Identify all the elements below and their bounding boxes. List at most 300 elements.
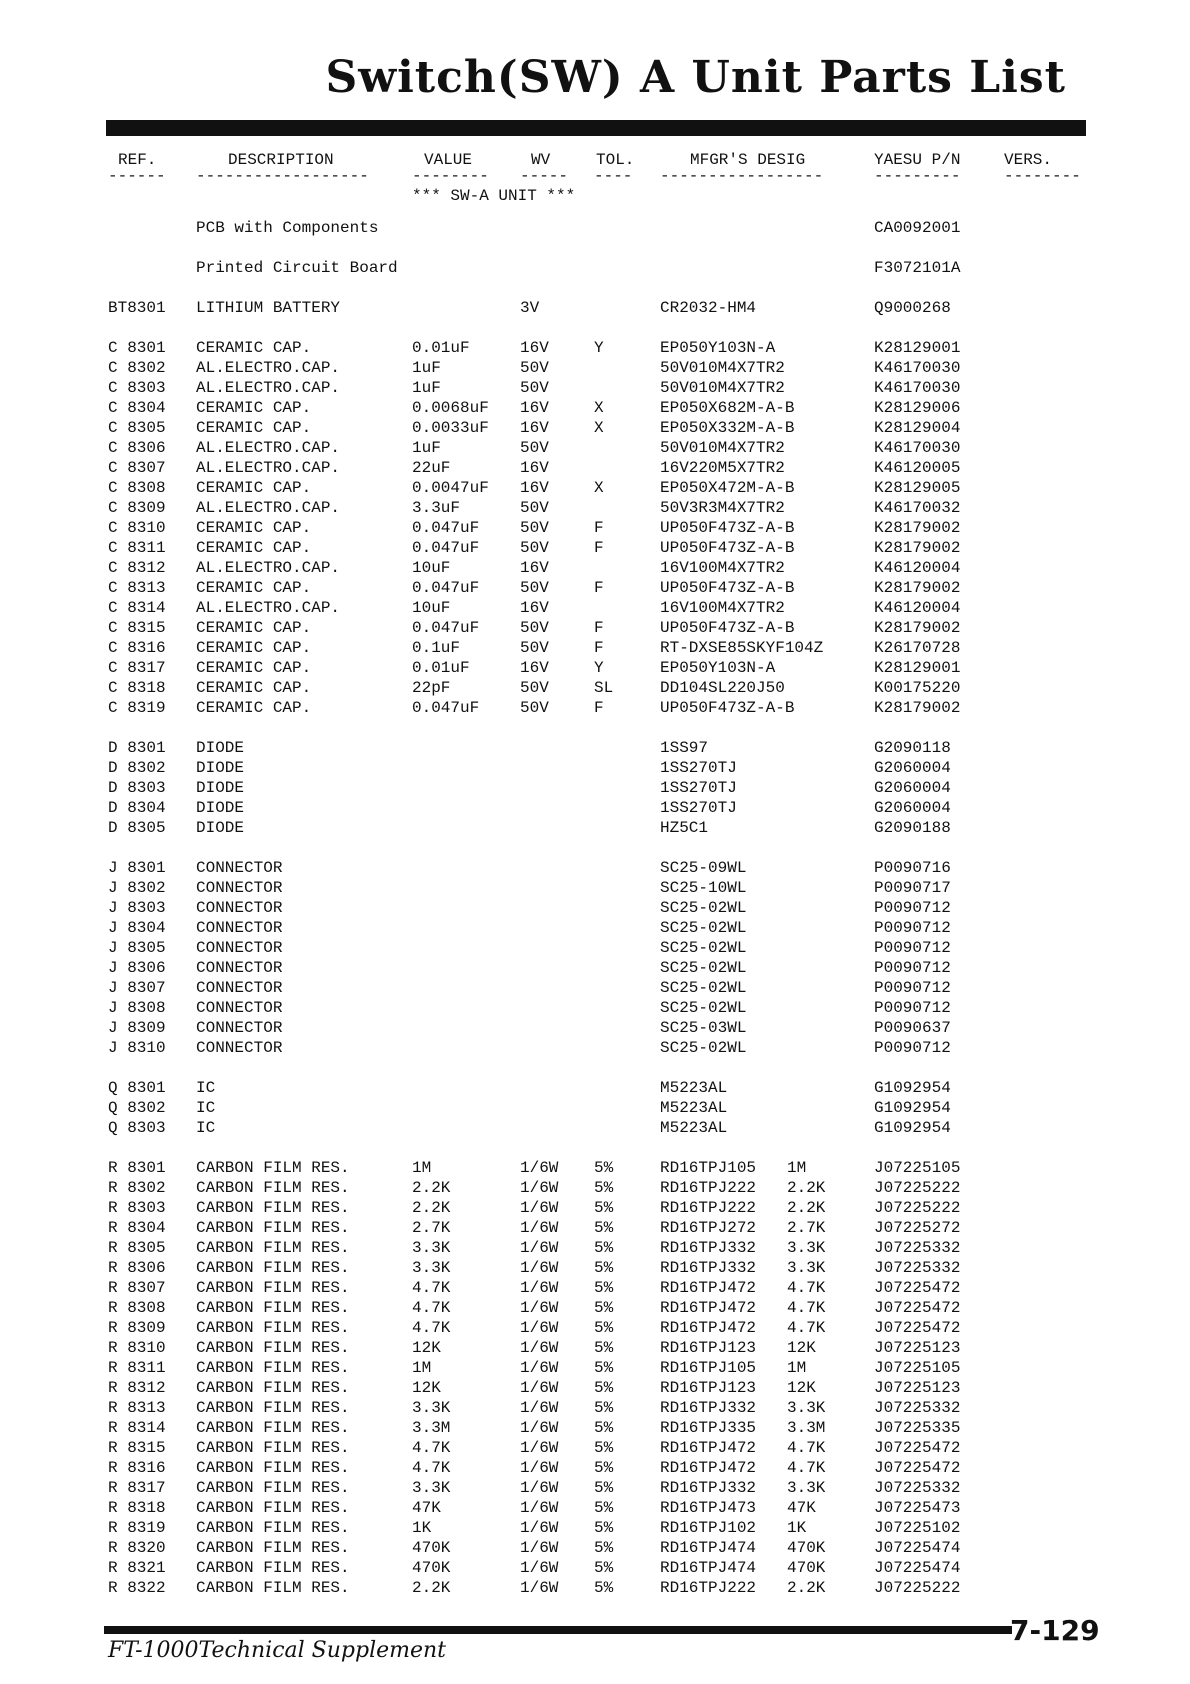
unit-banner: *** SW-A UNIT *** (412, 187, 576, 205)
header-description: DESCRIPTION (228, 151, 334, 169)
part-mfgr-desig: RD16TPJ102 (660, 1519, 757, 1537)
part-yaesu-pn: K46120004 (874, 599, 961, 617)
part-tol: 5% (594, 1299, 614, 1317)
part-mfgr-value: 4.7K (787, 1299, 826, 1317)
part-wv: 1/6W (520, 1279, 559, 1297)
part-mfgr-desig: 1SS97 (660, 739, 709, 757)
header-ref: REF. (118, 151, 157, 169)
part-mfgr-desig: RD16TPJ105 (660, 1159, 757, 1177)
part-ref: Q 8303 (108, 1119, 166, 1137)
part-ref: R 8308 (108, 1299, 166, 1317)
part-yaesu-pn: J07225472 (874, 1299, 961, 1317)
table-row (0, 1498, 1190, 1518)
part-mfgr-desig: M5223AL (660, 1079, 728, 1097)
part-value: 4.7K (412, 1279, 451, 1297)
part-mfgr-desig: RD16TPJ272 (660, 1219, 757, 1237)
part-ref: J 8309 (108, 1019, 166, 1037)
part-tol: 5% (594, 1199, 614, 1217)
part-value: 0.01uF (412, 659, 470, 677)
part-mfgr-desig: RD16TPJ105 (660, 1359, 757, 1377)
table-row (0, 218, 1190, 238)
part-yaesu-pn: G2060004 (874, 799, 951, 817)
part-wv: 16V (520, 659, 549, 677)
part-tol: 5% (594, 1579, 614, 1597)
part-tol: X (594, 399, 604, 417)
part-tol: F (594, 619, 604, 637)
part-yaesu-pn: J07225272 (874, 1219, 961, 1237)
part-tol: 5% (594, 1319, 614, 1337)
part-wv: 3V (520, 299, 540, 317)
part-yaesu-pn: P0090712 (874, 939, 951, 957)
part-mfgr-desig: 50V3R3M4X7TR2 (660, 499, 785, 517)
part-tol: 5% (594, 1559, 614, 1577)
part-description: CARBON FILM RES. (196, 1279, 350, 1297)
part-yaesu-pn: P0090712 (874, 1039, 951, 1057)
part-description: CERAMIC CAP. (196, 479, 312, 497)
part-yaesu-pn: K28129004 (874, 419, 961, 437)
part-description: IC (196, 1079, 216, 1097)
part-mfgr-desig: SC25-09WL (660, 859, 747, 877)
header-mfgr-desig: MFGR'S DESIG (690, 151, 806, 169)
part-mfgr-desig: UP050F473Z-A-B (660, 619, 795, 637)
part-description: AL.ELECTRO.CAP. (196, 599, 341, 617)
header-yaesu-pn: YAESU P/N (874, 151, 961, 169)
part-mfgr-desig: RD16TPJ473 (660, 1499, 757, 1517)
part-yaesu-pn: P0090712 (874, 959, 951, 977)
part-tol: F (594, 579, 604, 597)
part-wv: 50V (520, 619, 549, 637)
part-yaesu-pn: J07225335 (874, 1419, 961, 1437)
part-mfgr-value: 470K (787, 1539, 826, 1557)
part-description: CERAMIC CAP. (196, 679, 312, 697)
table-row (0, 1118, 1190, 1138)
table-row (0, 1258, 1190, 1278)
part-mfgr-desig: EP050X332M-A-B (660, 419, 795, 437)
table-row (0, 898, 1190, 918)
part-wv: 1/6W (520, 1379, 559, 1397)
part-tol: Y (594, 339, 604, 357)
part-wv: 16V (520, 599, 549, 617)
part-yaesu-pn: P0090712 (874, 899, 951, 917)
part-mfgr-desig: SC25-02WL (660, 1039, 747, 1057)
part-description: CONNECTOR (196, 1019, 283, 1037)
part-yaesu-pn: J07225332 (874, 1239, 961, 1257)
table-row (0, 698, 1190, 718)
part-tol: 5% (594, 1399, 614, 1417)
part-mfgr-value: 2.2K (787, 1179, 826, 1197)
table-row (0, 1518, 1190, 1538)
part-wv: 50V (520, 359, 549, 377)
part-wv: 1/6W (520, 1259, 559, 1277)
part-yaesu-pn: K26170728 (874, 639, 961, 657)
part-mfgr-desig: SC25-02WL (660, 919, 747, 937)
dash-mfgr: ----------------- (660, 167, 824, 185)
part-mfgr-value: 12K (787, 1339, 816, 1357)
part-ref: C 8305 (108, 419, 166, 437)
part-yaesu-pn: J07225472 (874, 1439, 961, 1457)
part-value: 0.1uF (412, 639, 461, 657)
table-row (0, 1398, 1190, 1418)
part-wv: 50V (520, 499, 549, 517)
header-tol: TOL. (596, 151, 635, 169)
part-description: CERAMIC CAP. (196, 579, 312, 597)
table-row (0, 1358, 1190, 1378)
part-mfgr-value: 3.3K (787, 1259, 826, 1277)
part-ref: BT8301 (108, 299, 166, 317)
footer-page-number: 7-129 (1010, 1614, 1100, 1647)
table-row (0, 418, 1190, 438)
part-yaesu-pn: P0090712 (874, 979, 951, 997)
part-yaesu-pn: J07225105 (874, 1159, 961, 1177)
part-mfgr-desig: 1SS270TJ (660, 799, 737, 817)
part-ref: R 8307 (108, 1279, 166, 1297)
part-mfgr-desig: RD16TPJ472 (660, 1439, 757, 1457)
part-mfgr-value: 1M (787, 1159, 807, 1177)
part-mfgr-value: 1M (787, 1359, 807, 1377)
part-description: AL.ELECTRO.CAP. (196, 379, 341, 397)
part-mfgr-value: 2.2K (787, 1579, 826, 1597)
part-wv: 1/6W (520, 1519, 559, 1537)
part-ref: R 8305 (108, 1239, 166, 1257)
part-yaesu-pn: G1092954 (874, 1079, 951, 1097)
part-mfgr-desig: 1SS270TJ (660, 759, 737, 777)
part-yaesu-pn: K46170030 (874, 359, 961, 377)
part-wv: 1/6W (520, 1299, 559, 1317)
part-value: 12K (412, 1339, 441, 1357)
table-row (0, 858, 1190, 878)
table-row (0, 1078, 1190, 1098)
part-mfgr-desig: RD16TPJ332 (660, 1479, 757, 1497)
table-row (0, 1178, 1190, 1198)
part-yaesu-pn: K28179002 (874, 519, 961, 537)
part-mfgr-desig: RD16TPJ332 (660, 1239, 757, 1257)
part-wv: 50V (520, 539, 549, 557)
part-description: AL.ELECTRO.CAP. (196, 439, 341, 457)
part-mfgr-desig: SC25-02WL (660, 899, 747, 917)
table-row (0, 1278, 1190, 1298)
part-ref: J 8310 (108, 1039, 166, 1057)
part-description: CERAMIC CAP. (196, 619, 312, 637)
part-mfgr-value: 1K (787, 1519, 807, 1537)
table-row (0, 938, 1190, 958)
part-value: 0.047uF (412, 699, 480, 717)
title-rule (106, 120, 1086, 136)
part-mfgr-desig: SC25-02WL (660, 959, 747, 977)
part-description: CERAMIC CAP. (196, 419, 312, 437)
part-ref: C 8302 (108, 359, 166, 377)
part-mfgr-desig: M5223AL (660, 1099, 728, 1117)
part-ref: J 8306 (108, 959, 166, 977)
part-wv: 16V (520, 339, 549, 357)
part-yaesu-pn: J07225102 (874, 1519, 961, 1537)
table-row (0, 1158, 1190, 1178)
table-row (0, 798, 1190, 818)
part-ref: R 8301 (108, 1159, 166, 1177)
part-yaesu-pn: P0090716 (874, 859, 951, 877)
part-value: 12K (412, 1379, 441, 1397)
part-tol: 5% (594, 1279, 614, 1297)
part-description: CARBON FILM RES. (196, 1239, 350, 1257)
part-ref: R 8312 (108, 1379, 166, 1397)
table-row (0, 398, 1190, 418)
table-row (0, 578, 1190, 598)
part-tol: X (594, 419, 604, 437)
part-value: 1M (412, 1159, 432, 1177)
part-yaesu-pn: K46170030 (874, 439, 961, 457)
part-ref: C 8306 (108, 439, 166, 457)
part-yaesu-pn: J07225222 (874, 1579, 961, 1597)
table-row (0, 598, 1190, 618)
part-description: PCB with Components (196, 219, 379, 237)
part-value: 3.3K (412, 1479, 451, 1497)
table-row (0, 1338, 1190, 1358)
part-mfgr-desig: EP050Y103N-A (660, 339, 776, 357)
part-value: 2.2K (412, 1199, 451, 1217)
part-yaesu-pn: J07225332 (874, 1259, 961, 1277)
table-row (0, 358, 1190, 378)
table-row (0, 998, 1190, 1018)
part-mfgr-desig: UP050F473Z-A-B (660, 579, 795, 597)
part-value: 2.2K (412, 1579, 451, 1597)
part-yaesu-pn: G2060004 (874, 779, 951, 797)
part-ref: C 8318 (108, 679, 166, 697)
part-description: CARBON FILM RES. (196, 1519, 350, 1537)
part-tol: 5% (594, 1439, 614, 1457)
part-ref: D 8305 (108, 819, 166, 837)
part-yaesu-pn: K28179002 (874, 699, 961, 717)
part-tol: 5% (594, 1219, 614, 1237)
table-row (0, 558, 1190, 578)
part-ref: C 8310 (108, 519, 166, 537)
part-ref: R 8304 (108, 1219, 166, 1237)
part-description: DIODE (196, 779, 245, 797)
part-tol: 5% (594, 1339, 614, 1357)
table-row (0, 1218, 1190, 1238)
part-description: AL.ELECTRO.CAP. (196, 559, 341, 577)
table-row (0, 338, 1190, 358)
part-description: DIODE (196, 759, 245, 777)
part-wv: 1/6W (520, 1159, 559, 1177)
part-mfgr-desig: RD16TPJ474 (660, 1539, 757, 1557)
part-ref: R 8315 (108, 1439, 166, 1457)
part-description: CERAMIC CAP. (196, 699, 312, 717)
part-mfgr-desig: RT-DXSE85SKYF104Z (660, 639, 824, 657)
part-value: 2.7K (412, 1219, 451, 1237)
part-description: CERAMIC CAP. (196, 639, 312, 657)
part-tol: 5% (594, 1419, 614, 1437)
table-row (0, 298, 1190, 318)
table-row (0, 778, 1190, 798)
part-yaesu-pn: K46170032 (874, 499, 961, 517)
part-description: CARBON FILM RES. (196, 1499, 350, 1517)
part-yaesu-pn: P0090712 (874, 999, 951, 1017)
part-mfgr-value: 4.7K (787, 1459, 826, 1477)
part-yaesu-pn: K46170030 (874, 379, 961, 397)
header-wv: WV (531, 151, 551, 169)
part-wv: 16V (520, 559, 549, 577)
part-ref: C 8313 (108, 579, 166, 597)
part-wv: 50V (520, 579, 549, 597)
part-tol: X (594, 479, 604, 497)
part-ref: R 8302 (108, 1179, 166, 1197)
part-description: CONNECTOR (196, 959, 283, 977)
part-tol: 5% (594, 1499, 614, 1517)
part-description: IC (196, 1099, 216, 1117)
part-wv: 50V (520, 439, 549, 457)
part-ref: J 8308 (108, 999, 166, 1017)
part-description: CONNECTOR (196, 899, 283, 917)
part-ref: C 8312 (108, 559, 166, 577)
part-wv: 1/6W (520, 1459, 559, 1477)
part-value: 4.7K (412, 1299, 451, 1317)
table-row (0, 1038, 1190, 1058)
part-wv: 50V (520, 639, 549, 657)
part-ref: C 8307 (108, 459, 166, 477)
table-row (0, 758, 1190, 778)
part-yaesu-pn: G1092954 (874, 1099, 951, 1117)
part-mfgr-desig: UP050F473Z-A-B (660, 699, 795, 717)
part-mfgr-desig: RD16TPJ222 (660, 1179, 757, 1197)
part-value: 1uF (412, 359, 441, 377)
part-description: Printed Circuit Board (196, 259, 398, 277)
part-yaesu-pn: K28129006 (874, 399, 961, 417)
part-mfgr-desig: RD16TPJ472 (660, 1279, 757, 1297)
part-mfgr-desig: RD16TPJ332 (660, 1259, 757, 1277)
part-value: 3.3K (412, 1239, 451, 1257)
part-yaesu-pn: K28129005 (874, 479, 961, 497)
part-description: CERAMIC CAP. (196, 399, 312, 417)
part-tol: F (594, 539, 604, 557)
part-yaesu-pn: K46120005 (874, 459, 961, 477)
part-tol: F (594, 639, 604, 657)
part-description: AL.ELECTRO.CAP. (196, 359, 341, 377)
part-mfgr-desig: RD16TPJ472 (660, 1319, 757, 1337)
part-ref: D 8303 (108, 779, 166, 797)
header-vers: VERS. (1004, 151, 1053, 169)
dash-description: ------------------ (196, 167, 369, 185)
part-description: CARBON FILM RES. (196, 1459, 350, 1477)
part-value: 0.047uF (412, 619, 480, 637)
part-value: 1uF (412, 379, 441, 397)
part-value: 4.7K (412, 1459, 451, 1477)
part-ref: Q 8301 (108, 1079, 166, 1097)
part-value: 3.3uF (412, 499, 461, 517)
part-mfgr-desig: RD16TPJ222 (660, 1579, 757, 1597)
table-row (0, 1538, 1190, 1558)
table-row (0, 958, 1190, 978)
part-description: CARBON FILM RES. (196, 1339, 350, 1357)
dash-tol: ---- (594, 167, 633, 185)
part-description: CONNECTOR (196, 879, 283, 897)
part-value: 10uF (412, 559, 451, 577)
part-yaesu-pn: P0090712 (874, 919, 951, 937)
part-mfgr-desig: SC25-02WL (660, 999, 747, 1017)
part-mfgr-desig: DD104SL220J50 (660, 679, 785, 697)
part-wv: 1/6W (520, 1499, 559, 1517)
part-value: 0.047uF (412, 519, 480, 537)
part-ref: R 8318 (108, 1499, 166, 1517)
part-tol: 5% (594, 1239, 614, 1257)
part-ref: R 8314 (108, 1419, 166, 1437)
part-value: 10uF (412, 599, 451, 617)
part-tol: 5% (594, 1379, 614, 1397)
part-yaesu-pn: J07225332 (874, 1399, 961, 1417)
part-mfgr-desig: M5223AL (660, 1119, 728, 1137)
table-row (0, 1198, 1190, 1218)
table-row (0, 678, 1190, 698)
part-yaesu-pn: J07225473 (874, 1499, 961, 1517)
part-wv: 1/6W (520, 1219, 559, 1237)
part-wv: 1/6W (520, 1479, 559, 1497)
part-yaesu-pn: J07225472 (874, 1459, 961, 1477)
part-value: 3.3K (412, 1259, 451, 1277)
part-ref: J 8305 (108, 939, 166, 957)
part-yaesu-pn: G2090118 (874, 739, 951, 757)
part-mfgr-desig: UP050F473Z-A-B (660, 519, 795, 537)
part-yaesu-pn: J07225123 (874, 1339, 961, 1357)
part-mfgr-value: 4.7K (787, 1279, 826, 1297)
part-wv: 1/6W (520, 1199, 559, 1217)
part-description: AL.ELECTRO.CAP. (196, 499, 341, 517)
part-ref: D 8302 (108, 759, 166, 777)
part-yaesu-pn: J07225474 (874, 1559, 961, 1577)
part-tol: 5% (594, 1479, 614, 1497)
part-ref: R 8316 (108, 1459, 166, 1477)
table-row (0, 438, 1190, 458)
part-yaesu-pn: K00175220 (874, 679, 961, 697)
part-yaesu-pn: K28129001 (874, 659, 961, 677)
part-mfgr-desig: SC25-03WL (660, 1019, 747, 1037)
part-ref: C 8315 (108, 619, 166, 637)
part-tol: 5% (594, 1159, 614, 1177)
part-wv: 1/6W (520, 1339, 559, 1357)
part-yaesu-pn: G2090188 (874, 819, 951, 837)
part-wv: 1/6W (520, 1399, 559, 1417)
part-value: 0.047uF (412, 579, 480, 597)
part-mfgr-desig: 16V100M4X7TR2 (660, 599, 785, 617)
part-wv: 16V (520, 399, 549, 417)
part-mfgr-desig: RD16TPJ123 (660, 1339, 757, 1357)
part-tol: 5% (594, 1259, 614, 1277)
part-mfgr-desig: RD16TPJ222 (660, 1199, 757, 1217)
part-description: CERAMIC CAP. (196, 659, 312, 677)
part-description: CARBON FILM RES. (196, 1379, 350, 1397)
part-yaesu-pn: K28179002 (874, 619, 961, 637)
footer-rule (104, 1626, 1012, 1634)
table-row (0, 258, 1190, 278)
part-description: CERAMIC CAP. (196, 539, 312, 557)
part-mfgr-desig: SC25-02WL (660, 979, 747, 997)
part-ref: C 8301 (108, 339, 166, 357)
part-ref: J 8301 (108, 859, 166, 877)
part-mfgr-desig: RD16TPJ335 (660, 1419, 757, 1437)
part-description: CARBON FILM RES. (196, 1359, 350, 1377)
part-description: CARBON FILM RES. (196, 1439, 350, 1457)
part-wv: 1/6W (520, 1359, 559, 1377)
part-wv: 1/6W (520, 1179, 559, 1197)
part-wv: 1/6W (520, 1319, 559, 1337)
table-row (0, 738, 1190, 758)
dash-yaesu: --------- (874, 167, 961, 185)
part-yaesu-pn: J07225222 (874, 1199, 961, 1217)
part-wv: 1/6W (520, 1559, 559, 1577)
part-tol: 5% (594, 1519, 614, 1537)
part-mfgr-desig: 50V010M4X7TR2 (660, 379, 785, 397)
part-mfgr-desig: 50V010M4X7TR2 (660, 439, 785, 457)
part-yaesu-pn: K28179002 (874, 579, 961, 597)
part-mfgr-desig: 16V220M5X7TR2 (660, 459, 785, 477)
part-yaesu-pn: J07225472 (874, 1279, 961, 1297)
